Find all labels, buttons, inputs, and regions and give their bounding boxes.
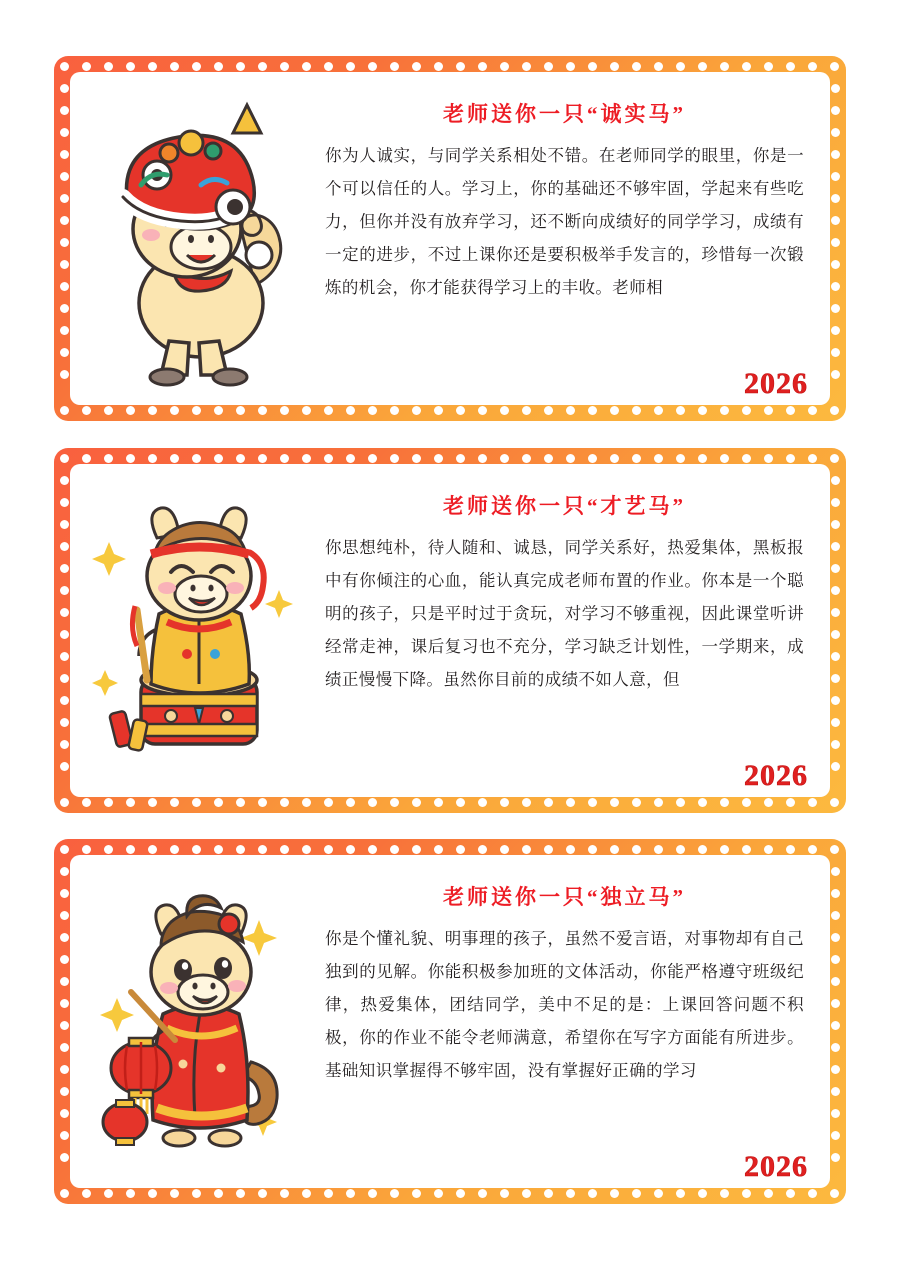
card-text: 你思想纯朴，待人随和、诚恳，同学关系好，热爱集体，黑板报中有你倾注的心血，能认真完成老师布置的作业。你本是一个聪明的孩子，只是平时过于贪玩，对学习不够重视，因此课堂听讲经常走神，课后复习也不充分，学习缺乏计划性，一学期来，成绩正慢慢下降。虽然你目前的成绩不如人意，但 bbox=[325, 538, 804, 689]
lantern-horse-mascot bbox=[70, 855, 325, 1188]
card-body bbox=[325, 72, 830, 405]
card-title: 老师送你一只“诚实马” bbox=[443, 102, 686, 126]
card-title: 老师送你一只“才艺马” bbox=[443, 493, 686, 518]
comment-card bbox=[54, 448, 846, 813]
card-inner bbox=[70, 464, 830, 797]
lion-dance-horse-mascot bbox=[70, 72, 325, 405]
year-stamp: 2026 bbox=[744, 758, 808, 792]
card-title: 老师送你一只“独立马” bbox=[443, 885, 686, 909]
card-text: 你是个懂礼貌、明事理的孩子，虽然不爱言语，对事物却有自己独到的见解。你能积极参加班的文体活动，你能严格遵守班级纪律，热爱集体，团结同学，美中不足的是：上课回答问题不积极，你的作业不能令老师满意，希望你在写字方面能有所进步。基础知识掌握得不够牢固，没有掌握好正确的学习 bbox=[325, 930, 804, 1080]
card-inner bbox=[70, 72, 830, 405]
card-body bbox=[325, 464, 830, 797]
card-body bbox=[325, 855, 830, 1188]
card-list bbox=[54, 56, 846, 1204]
card-text: 你为人诚实，与同学关系相处不错。在老师同学的眼里，你是一个可以信任的人。学习上，你的基础还不够牢固，学起来有些吃力，但你并没有放弃学习，还不断向成绩好的同学学习，成绩有一定的进步，不过上课你还是要积极举手发言的，珍惜每一次锻炼的机会，你才能获得学习上的丰收。老师相 bbox=[325, 147, 804, 297]
comment-card bbox=[54, 839, 846, 1204]
comment-card bbox=[54, 56, 846, 421]
drum-horse-mascot bbox=[70, 464, 325, 797]
year-stamp: 2026 bbox=[744, 367, 808, 400]
year-stamp: 2026 bbox=[744, 1150, 808, 1183]
card-inner bbox=[70, 855, 830, 1188]
